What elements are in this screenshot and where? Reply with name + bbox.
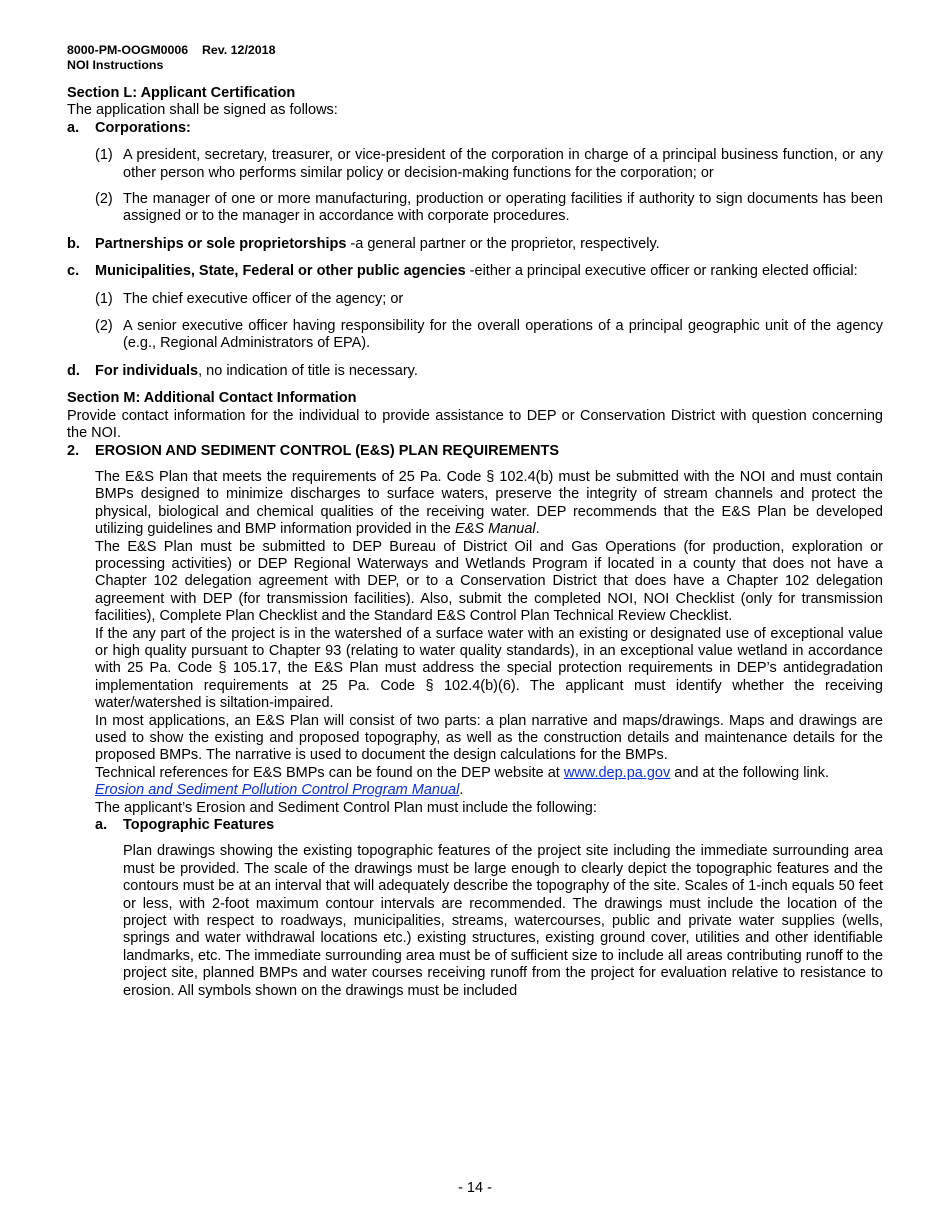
item-label: c. bbox=[67, 263, 80, 280]
sub-item bbox=[67, 318, 883, 353]
list-item-partnerships bbox=[67, 236, 883, 253]
paragraph: Plan drawings showing the existing topographic features of the project site including the immediate surrounding area must be provided. The scale of the drawings must be large enough to clearly depict the topographic features and the contours must be at an interval that will adequately describe the topography of the site. Scales of 1-inch equals 50 feet or less, with 2-foot maximum contour intervals are recommended. The drawings must include the location of the project with respect to roadways, municipalities, streams, watercourses, public and private water supplies (wells, springs and water withdrawal locations etc.) existing structures, existing ground cover, utilities and other identifiable landmarks, etc. The immediate surrounding area must be of sufficient size to include all areas contributing runoff to the project site, planned BMPs and water courses receiving runoff from the project for evaluation relative to resistance to erosion. All symbols shown on the drawings must be included bbox=[123, 843, 883, 999]
sub-item-text: The manager of one or more manufacturing, production or operating facilities if authority to sign documents has been assigned or to the manager in accordance with corporate procedures. bbox=[123, 191, 883, 225]
paragraph: The applicant’s Erosion and Sediment Control Plan must include the following: bbox=[95, 799, 597, 816]
list-item-corporations bbox=[67, 120, 883, 137]
paragraph-text: The E&S Plan that meets the requirements of 25 Pa. Code § 102.4(b) must be submitted with the NOI and must contain BMPs designed to minimize discharges to surface waters, preserve the integrity of stream channels and protect the physical, biological and chemical qualities of the receiving water. DEP recommends that the E&S Plan be developed utilizing guidelines and BMP information provided in the bbox=[95, 468, 883, 538]
item-label: b. bbox=[67, 235, 80, 252]
item-text: -either a principal executive officer or ranking elected official: bbox=[465, 263, 858, 280]
subsection-title: Topographic Features bbox=[123, 817, 275, 834]
sub-item-number: (1) bbox=[95, 290, 113, 307]
sub-item-text: A senior executive officer having responsibility for the overall operations of a principal geographic unit of the agency (e.g., Regional Administrators of EPA). bbox=[123, 318, 883, 352]
section-l-title: Section L: Applicant Certification bbox=[67, 85, 296, 101]
dep-website-link[interactable]: www.dep.pa.gov bbox=[563, 764, 671, 781]
section-m-title: Section M: Additional Contact Information bbox=[67, 390, 357, 407]
paragraph: If the any part of the project is in the watershed of a surface water with an existing or designated use of exceptional value or high quality pursuant to Chapter 93 (relating to water quality standards), in an exceptional value wetland in accordance with 25 Pa. Code § 105.17, the E&S Plan must address the special protection requirements in DEP’s antidegradation implementation requirements at 25 Pa. Code § 102.4(b)(6). The applicant must identify whether the receiving water/watershed is siltation-impaired. bbox=[95, 625, 883, 712]
manual-link[interactable]: Erosion and Sediment Pollution Control Program Manual bbox=[95, 782, 460, 799]
item-text: -a general partner or the proprietor, respectively. bbox=[346, 235, 660, 252]
section-2-heading bbox=[67, 443, 883, 460]
list-item-individuals bbox=[67, 363, 883, 380]
sub-item-number: (1) bbox=[95, 147, 113, 164]
paragraph bbox=[67, 782, 883, 799]
paragraph-text: Technical references for E&S BMPs can be found on the DEP website at bbox=[95, 764, 564, 781]
page-number: - 14 - bbox=[458, 1180, 492, 1196]
item-label: d. bbox=[67, 362, 80, 379]
item-label: a. bbox=[67, 119, 80, 136]
sub-item-text: The chief executive officer of the agency; or bbox=[123, 290, 404, 307]
section-m-text: Provide contact information for the individual to provide assistance to DEP or Conservation District with question concerning the NOI. bbox=[67, 407, 883, 442]
paragraph-end: and at the following link. bbox=[670, 764, 830, 781]
item-title: Partnerships or sole proprietorships bbox=[95, 235, 347, 252]
subsection-topographic-features bbox=[67, 817, 883, 834]
paragraph bbox=[67, 469, 883, 539]
item-text: , no indication of title is necessary. bbox=[198, 362, 418, 379]
document-header bbox=[67, 43, 275, 72]
section-title: EROSION AND SEDIMENT CONTROL (E&S) PLAN REQUIREMENTS bbox=[95, 442, 560, 459]
sub-item bbox=[67, 291, 883, 308]
paragraph-end: . bbox=[459, 782, 464, 799]
header-subtitle: NOI Instructions bbox=[67, 57, 164, 72]
sub-item-number: (2) bbox=[95, 191, 113, 208]
sub-item bbox=[67, 147, 883, 182]
list-item-municipalities bbox=[67, 263, 883, 280]
paragraph bbox=[67, 765, 883, 782]
item-title: Corporations: bbox=[95, 119, 191, 136]
section-number: 2. bbox=[67, 442, 80, 459]
page-content bbox=[67, 85, 883, 1000]
subsection-label: a. bbox=[95, 817, 108, 834]
item-title: For individuals bbox=[95, 362, 199, 379]
sub-item bbox=[67, 191, 883, 226]
paragraph-end: . bbox=[535, 521, 540, 538]
sub-item-number: (2) bbox=[95, 318, 113, 335]
form-id: 8000-PM-OOGM0006 Rev. 12/2018 bbox=[67, 43, 276, 57]
item-title: Municipalities, State, Federal or other public agencies bbox=[95, 263, 466, 280]
sub-item-text: A president, secretary, treasurer, or vice-president of the corporation in charge of a principal business function, or any other person who performs similar policy or decision-making functions for the corporation; or bbox=[123, 147, 883, 181]
manual-reference: E&S Manual bbox=[455, 521, 536, 538]
paragraph: The E&S Plan must be submitted to DEP Bureau of District Oil and Gas Operations (for production, exploration or processing activities) or DEP Regional Waterways and Wetlands Program if located in a county that does not have a Chapter 102 delegation agreement with DEP, or to a Conservation District that does have a Chapter 102 delegation agreement with DEP (for transmission facilities). Also, submit the completed NOI, NOI Checklist (only for transmission facilities), Complete Plan Checklist and the Standard E&S Control Plan Technical Review Checklist. bbox=[95, 538, 883, 625]
paragraph: In most applications, an E&S Plan will consist of two parts: a plan narrative and maps/drawings. Maps and drawings are used to show the existing and proposed topography, as well as the construction details and maintenance details for the proposed BMPs. The narrative is used to document the design calculations for the BMPs. bbox=[95, 712, 883, 764]
section-l-intro: The application shall be signed as follows: bbox=[67, 102, 338, 119]
